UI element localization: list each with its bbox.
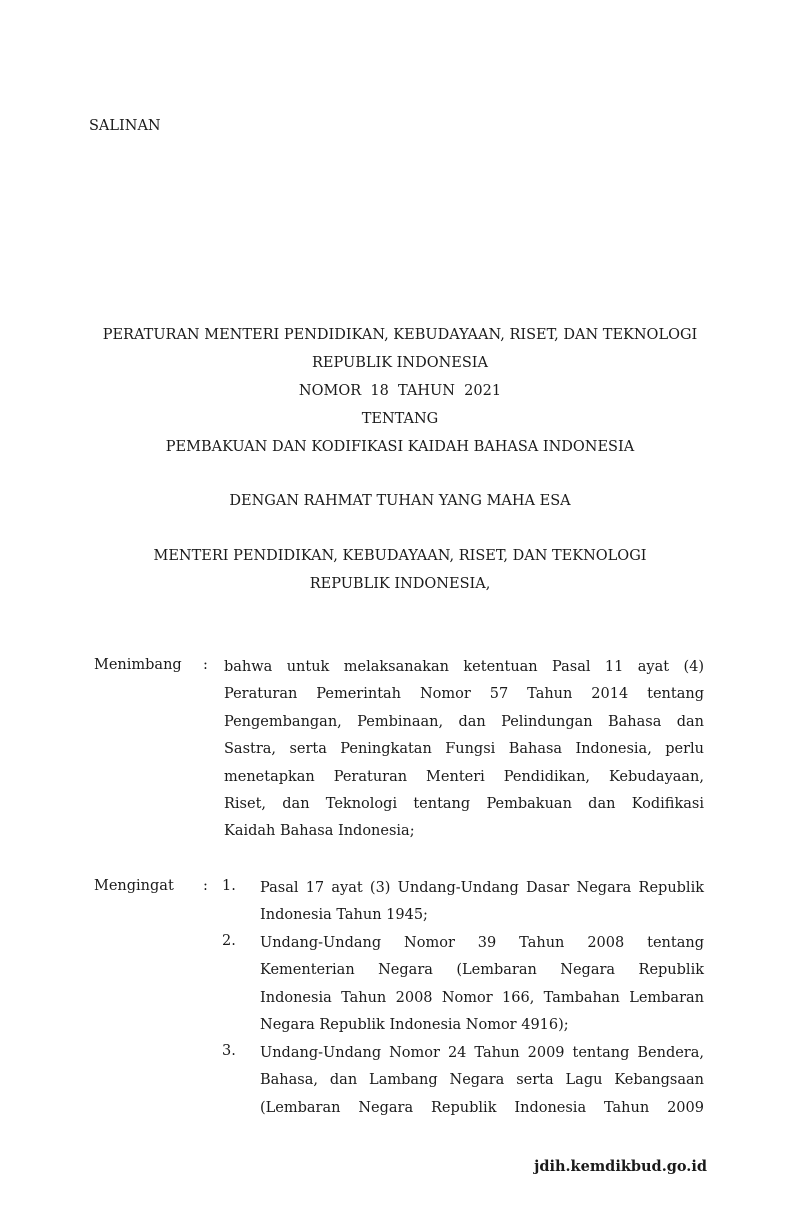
footer-site-link: jdih.kemdikbud.go.id [534, 1158, 707, 1175]
text-line: Indonesia Tahun 2008 Nomor 166, Tambahan Lembaran [260, 989, 704, 1006]
text-line: bahwa untuk melaksanakan ketentuan Pasal 11 ayat (4) [224, 659, 704, 675]
text-line: Undang-Undang Nomor 39 Tahun 2008 tentang [260, 935, 704, 951]
text-line: Kementerian Negara (Lembaran Negara Republik [260, 962, 704, 979]
title-line-2: REPUBLIK INDONESIA [311, 355, 488, 371]
title-subject: PEMBAKUAN DAN KODIFIKASI KAIDAH BAHASA INDONESIA [165, 439, 635, 455]
text-line: Peraturan Pemerintah Nomor 57 Tahun 2014 tentang [224, 686, 704, 703]
text-line: Kaidah Bahasa Indonesia; [224, 823, 415, 840]
text-line: (Lembaran Negara Republik Indonesia Tahun 2009 [260, 1099, 704, 1116]
invocation: DENGAN RAHMAT TUHAN YANG MAHA ESA [229, 493, 571, 509]
text-line: Negara Republik Indonesia Nomor 4916); [260, 1017, 569, 1034]
salinan-label: SALINAN [89, 118, 161, 134]
mengingat-item-2 [260, 930, 704, 1040]
menimbang-text [224, 654, 704, 846]
title-number: NOMOR 18 TAHUN 2021 [298, 383, 502, 399]
item-number-3: 3. [222, 1043, 236, 1059]
title-line-1: PERATURAN MENTERI PENDIDIKAN, KEBUDAYAAN, RISET, DAN TEKNOLOGI [102, 327, 698, 343]
text-line: Pengembangan, Pembinaan, dan Pelindungan Bahasa dan [224, 713, 704, 730]
mengingat-label: Mengingat [94, 878, 174, 894]
text-line: Riset, dan Teknologi tentang Pembakuan dan Kodifikasi [224, 795, 704, 812]
mengingat-item-3 [260, 1040, 704, 1122]
minister-line-1: MENTERI PENDIDIKAN, KEBUDAYAAN, RISET, DAN TEKNOLOGI [153, 548, 647, 564]
text-line: Undang-Undang Nomor 24 Tahun 2009 tentang Bendera, [260, 1045, 704, 1061]
text-line: Indonesia Tahun 1945; [260, 907, 428, 924]
item-number-1: 1. [222, 878, 236, 894]
menimbang-label: Menimbang [94, 657, 182, 673]
text-line: Pasal 17 ayat (3) Undang-Undang Dasar Negara Republik [260, 880, 704, 896]
mengingat-item-1 [260, 875, 704, 930]
text-line: menetapkan Peraturan Menteri Pendidikan, Kebudayaan, [224, 768, 704, 785]
item-number-2: 2. [222, 933, 236, 949]
minister-line-2: REPUBLIK INDONESIA, [309, 576, 491, 592]
mengingat-colon: : [203, 878, 208, 894]
title-tentang: TENTANG [361, 411, 439, 427]
text-line: Bahasa, dan Lambang Negara serta Lagu Kebangsaan [260, 1072, 704, 1089]
menimbang-colon: : [203, 657, 208, 673]
text-line: Sastra, serta Peningkatan Fungsi Bahasa Indonesia, perlu [224, 741, 704, 758]
